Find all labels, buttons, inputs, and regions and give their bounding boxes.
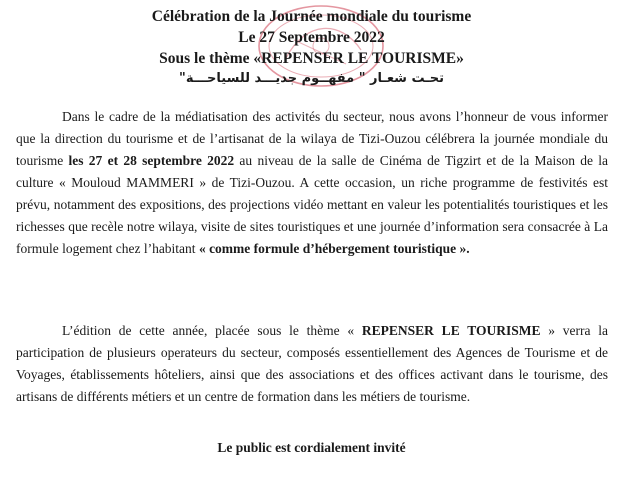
closing-invitation: Le public est cordialement invité — [217, 440, 406, 455]
paragraph-1-emphasis: « comme formule d’hébergement touristique ». — [198, 241, 470, 256]
document-header — [0, 6, 623, 89]
paragraph-1-text-a: Dans le cadre de la médiatisation des activités du secteur, nous avons l’honneur de vous informer que la direction du tourisme et de l’artisanat de la wilaya de Tizi-Ouzou célébrera la journée mondiale du tourisme — [16, 109, 608, 168]
paragraph-2-text-b: » verra la participation de plusieurs operateurs du secteur, composés essentiellement des Agences de Tourisme et de Voyages, établissements hôteliers, ainsi que des associations et des offices activant dans le tourisme, des artisans de différents métiers et un centre de formation dans les métiers de tourisme. — [16, 323, 608, 404]
header-arabic-slogan: تحـت شعـار " مفهــوم جديـــد للسياحـــة" — [179, 71, 444, 86]
paragraph-2 — [16, 320, 608, 408]
paragraph-2-text-a: L’édition de cette année, placée sous le thème « — [62, 323, 362, 338]
paragraph-1 — [16, 106, 608, 260]
header-title: Célébration de la Journée mondiale du tourisme — [151, 8, 472, 25]
paragraph-1-text-b: au niveau de la salle de Cinéma de Tigzirt et de la Maison de la culture « Mouloud MAMMERI » de Tizi-Ouzou. A cette occasion, un riche programme de festivités est prévu, notamment des expositions, des projections vidéo mettant en valeur les potentialités touristiques et les richesses que recèle notre wilaya, visite de sites touristiques et une journée d’information sera consacrée à La formule logement chez l’habitant — [16, 153, 609, 256]
header-date: Le 27 Septembre 2022 — [238, 29, 385, 46]
header-theme: Sous le thème «REPENSER LE TOURISME» — [159, 50, 464, 67]
paragraph-1-dates: les 27 et 28 septembre 2022 — [68, 153, 235, 168]
paragraph-2-theme: REPENSER LE TOURISME — [361, 323, 541, 338]
